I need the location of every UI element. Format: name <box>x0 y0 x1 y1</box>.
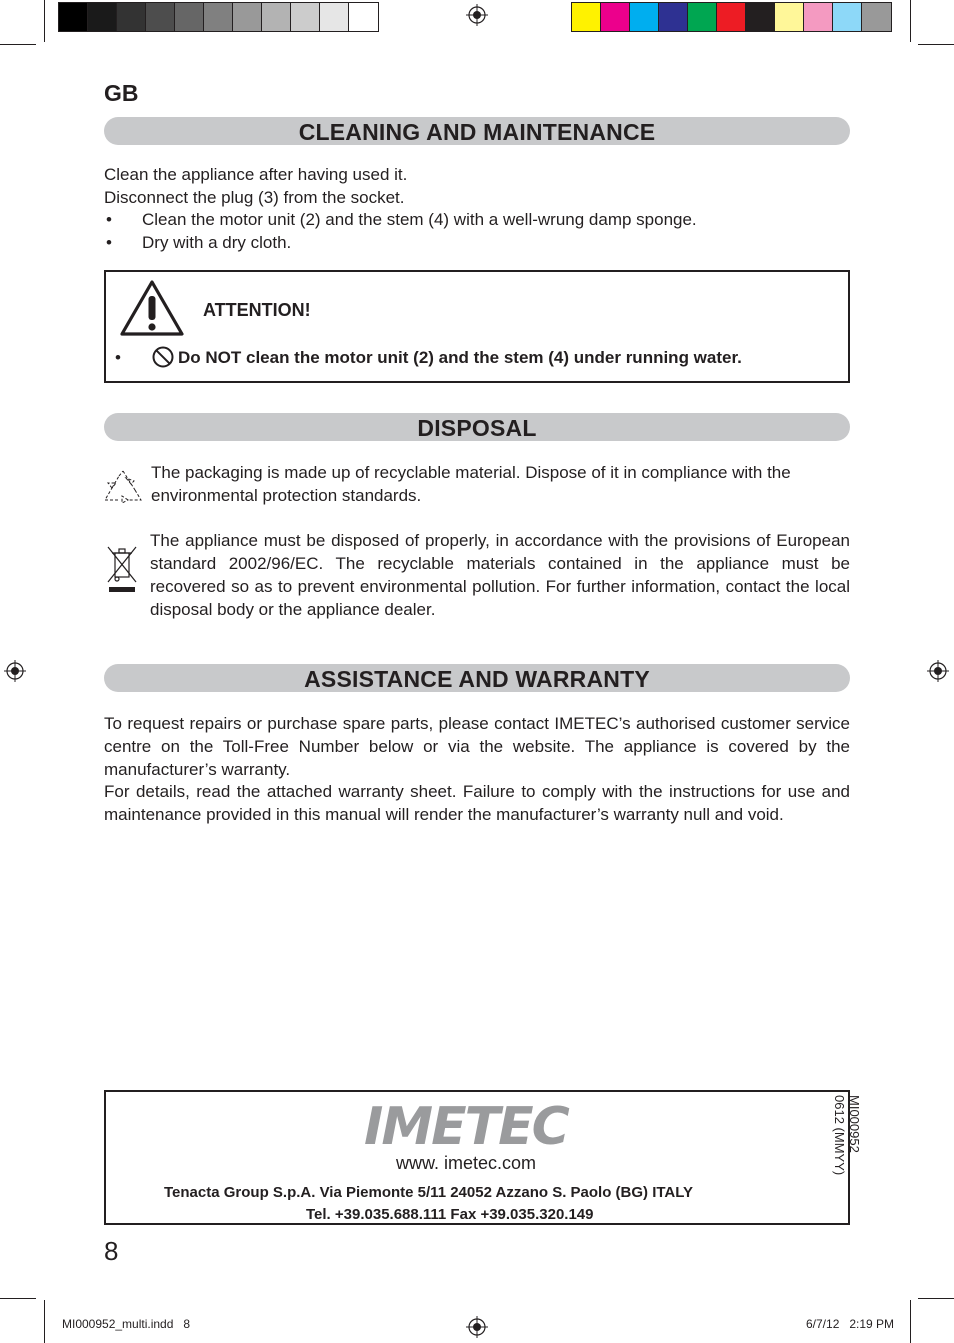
color-swatch <box>572 3 601 31</box>
attention-box <box>104 270 850 383</box>
attention-title: ATTENTION! <box>203 300 311 320</box>
color-swatch <box>117 3 146 31</box>
company-phone: Tel. +39.035.688.111 Fax +39.035.320.149 <box>306 1206 594 1223</box>
color-swatch <box>775 3 804 31</box>
color-swatch <box>204 3 233 31</box>
bullet-symbol: • <box>106 233 112 252</box>
code-date: 0612 (MMYY) <box>832 1095 847 1176</box>
language-code: GB <box>104 80 139 106</box>
warranty-heading: ASSISTANCE AND WARRANTY <box>104 664 850 692</box>
crop-mark <box>918 44 954 45</box>
color-swatch <box>320 3 349 31</box>
packaging-text: The packaging is made up of recyclable material. Dispose of it in compliance with the environmental protection standards. <box>151 463 791 505</box>
color-swatch <box>804 3 833 31</box>
color-swatch <box>862 3 891 31</box>
cleaning-bullet-2: Dry with a dry cloth. <box>142 233 292 252</box>
color-swatch <box>262 3 291 31</box>
file-slug: MI000952_multi.indd 8 <box>62 1317 191 1331</box>
bullet-symbol: • <box>106 210 112 229</box>
print-date: 6/7/12 2:19 PM <box>806 1317 895 1331</box>
color-swatch <box>717 3 746 31</box>
wheelie-bin-crossed-icon <box>106 544 138 594</box>
warning-triangle-icon <box>118 278 186 338</box>
cleaning-bullet-1: Clean the motor unit (2) and the stem (4) with a well-wrung damp sponge. <box>142 210 697 229</box>
attention-text: Do NOT clean the motor unit (2) and the stem (4) under running water. <box>178 348 742 367</box>
color-swatch <box>175 3 204 31</box>
crop-mark <box>0 1298 36 1299</box>
code-number: MI000952 <box>847 1095 862 1153</box>
registration-mark-icon <box>466 1316 488 1338</box>
crop-mark <box>910 1300 911 1343</box>
recycle-icon <box>104 468 142 504</box>
brand-logo: IMETEC <box>364 1097 568 1157</box>
page-number: 8 <box>104 1236 119 1266</box>
crop-mark <box>44 0 45 42</box>
color-swatch <box>349 3 378 31</box>
prohibition-icon <box>151 345 175 369</box>
color-swatch <box>630 3 659 31</box>
registration-mark-icon <box>927 660 949 682</box>
registration-mark-icon <box>4 660 26 682</box>
color-swatch <box>833 3 862 31</box>
registration-mark-icon <box>466 4 488 26</box>
appliance-disposal-text: The appliance must be disposed of properly, in accordance with the provisions of European standard 2002/96/EC. The recyclable materials contained in the appliance must be recovered so as to prevent environmental pollution. For further information, contact the local disposal body or the appliance dealer. <box>150 531 850 619</box>
bullet-symbol: • <box>115 348 121 367</box>
crop-mark <box>918 1298 954 1299</box>
disposal-heading: DISPOSAL <box>104 413 850 441</box>
color-swatch <box>59 3 88 31</box>
footer-box <box>104 1090 862 1225</box>
document-code <box>832 1095 862 1185</box>
crop-mark <box>44 1300 45 1343</box>
warranty-paragraph-2: For details, read the attached warranty sheet. Failure to comply with the instructions for use and maintenance provided in this manual will render the manufacturer’s warranty null and void. <box>104 782 850 824</box>
cleaning-heading: CLEANING AND MAINTENANCE <box>104 117 850 145</box>
crop-mark <box>0 44 36 45</box>
process-color-bar <box>571 2 892 32</box>
warranty-paragraph-1: To request repairs or purchase spare parts, please contact IMETEC’s authorised customer service centre on the Toll-Free Number below or via the website. The appliance is covered by the manufacturer’s warranty. <box>104 714 850 779</box>
color-swatch <box>146 3 175 31</box>
color-swatch <box>601 3 630 31</box>
color-swatch <box>291 3 320 31</box>
gray-color-bar <box>58 2 379 32</box>
cleaning-line-1: Clean the appliance after having used it. <box>104 165 408 184</box>
crop-mark <box>910 0 911 42</box>
color-swatch <box>688 3 717 31</box>
cleaning-line-2: Disconnect the plug (3) from the socket. <box>104 188 405 207</box>
color-swatch <box>88 3 117 31</box>
company-address: Tenacta Group S.p.A. Via Piemonte 5/11 24052 Azzano S. Paolo (BG) ITALY <box>164 1184 694 1201</box>
color-swatch <box>746 3 775 31</box>
color-swatch <box>659 3 688 31</box>
color-swatch <box>233 3 262 31</box>
website-text: www. imetec.com <box>396 1153 537 1173</box>
